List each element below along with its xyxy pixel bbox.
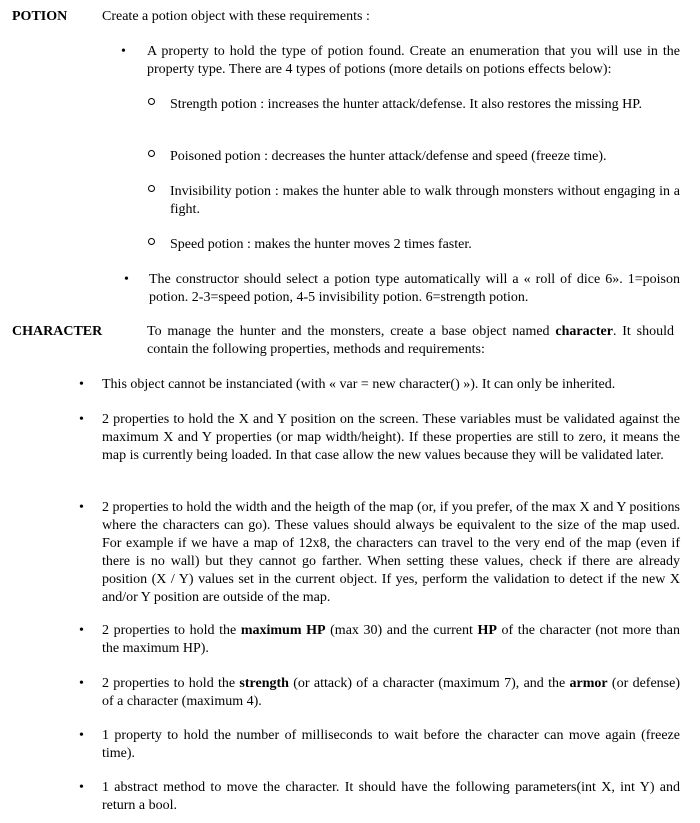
b4-text: (max 30) and the current xyxy=(325,623,478,638)
intro-text: To manage the hunter and the monsters, create a base object named xyxy=(147,324,556,339)
b4-text: 2 properties to hold the xyxy=(102,623,241,638)
b5-text: (or defense) of a character (maximum 4). xyxy=(102,676,680,709)
intro-text: . It should contain the following properties, methods and requirements: xyxy=(147,324,674,357)
character-b4 xyxy=(102,622,680,658)
bullet-dot: • xyxy=(121,44,126,59)
bullet-dot: • xyxy=(79,780,84,795)
bullet-dot: • xyxy=(79,500,84,515)
potion-speed-item: Speed potion : makes the hunter moves 2 times faster. xyxy=(170,237,472,252)
character-b2: 2 properties to hold the X and Y position on the screen. These variables must be validated against the maximum X and Y properties (or map width/height). If these properties are still to zero, it means the map is currently being loaded. In that case allow the new values because they will be validated later. xyxy=(102,412,680,463)
potion-intro: Create a potion object with these requirements : xyxy=(102,9,370,24)
intro-bold-character: character xyxy=(555,324,613,339)
character-b3: 2 properties to hold the width and the heigth of the map (or, if you prefer, of the max X and Y positions where the characters can go). These values should always be equivalent to the size of the map used. For example if we have a map of 12x8, the characters can travel to the very end of the map (even if there is no wall) but they cannot go farther. When setting these values, check if there are already position (X / Y) values set in the current object. If yes, perform the validation to detect if the new X and/or Y position are outside of the map. xyxy=(102,500,680,605)
b4-bold-hp: HP xyxy=(477,623,497,638)
character-b5 xyxy=(102,675,680,711)
bullet-dot: • xyxy=(79,377,84,392)
b5-text: (or attack) of a character (maximum 7), and the xyxy=(288,676,570,691)
b4-bold-maxhp: maximum HP xyxy=(240,623,326,638)
potion-poisoned-item: Poisoned potion : decreases the hunter attack/defense and speed (freeze time). xyxy=(170,149,607,164)
b4-text: of the character (not more than the maximum HP). xyxy=(102,623,680,656)
circle-bullet-icon xyxy=(148,98,155,105)
circle-bullet-icon xyxy=(148,238,155,245)
bullet-dot: • xyxy=(79,728,84,743)
bullet-dot: • xyxy=(124,272,129,287)
b5-bold-strength: strength xyxy=(239,676,289,691)
character-b1: This object cannot be instanciated (with « var = new character() »). It can only be inherited. xyxy=(102,377,616,392)
circle-bullet-icon xyxy=(148,150,155,157)
character-intro xyxy=(147,323,674,359)
potion-constructor-item: The constructor should select a potion type automatically will a « roll of dice 6». 1=poison potion. 2-3=speed potion, 4-5 invisibility potion. 6=strength potion. xyxy=(149,272,680,305)
circle-bullet-icon xyxy=(148,185,155,192)
potion-heading: POTION xyxy=(12,9,68,24)
bullet-dot: • xyxy=(79,676,84,691)
bullet-dot: • xyxy=(79,412,84,427)
bullet-dot: • xyxy=(79,623,84,638)
character-heading: CHARACTER xyxy=(12,324,103,339)
potion-invisibility-item: Invisibility potion : makes the hunter able to walk through monsters without engaging in a fight. xyxy=(170,184,680,217)
potion-strength-item: Strength potion : increases the hunter attack/defense. It also restores the missing HP. xyxy=(170,97,643,112)
character-b6: 1 property to hold the number of milliseconds to wait before the character can move again (freeze time). xyxy=(102,728,680,761)
potion-type-item: A property to hold the type of potion found. Create an enumeration that you will use in the property type. There are 4 types of potions (more details on potions effects below): xyxy=(147,44,680,77)
character-b7: 1 abstract method to move the character. It should have the following parameters(int X, int Y) and return a bool. xyxy=(102,780,680,813)
b5-text: 2 properties to hold the xyxy=(102,676,240,691)
b5-bold-armor: armor xyxy=(569,676,608,691)
